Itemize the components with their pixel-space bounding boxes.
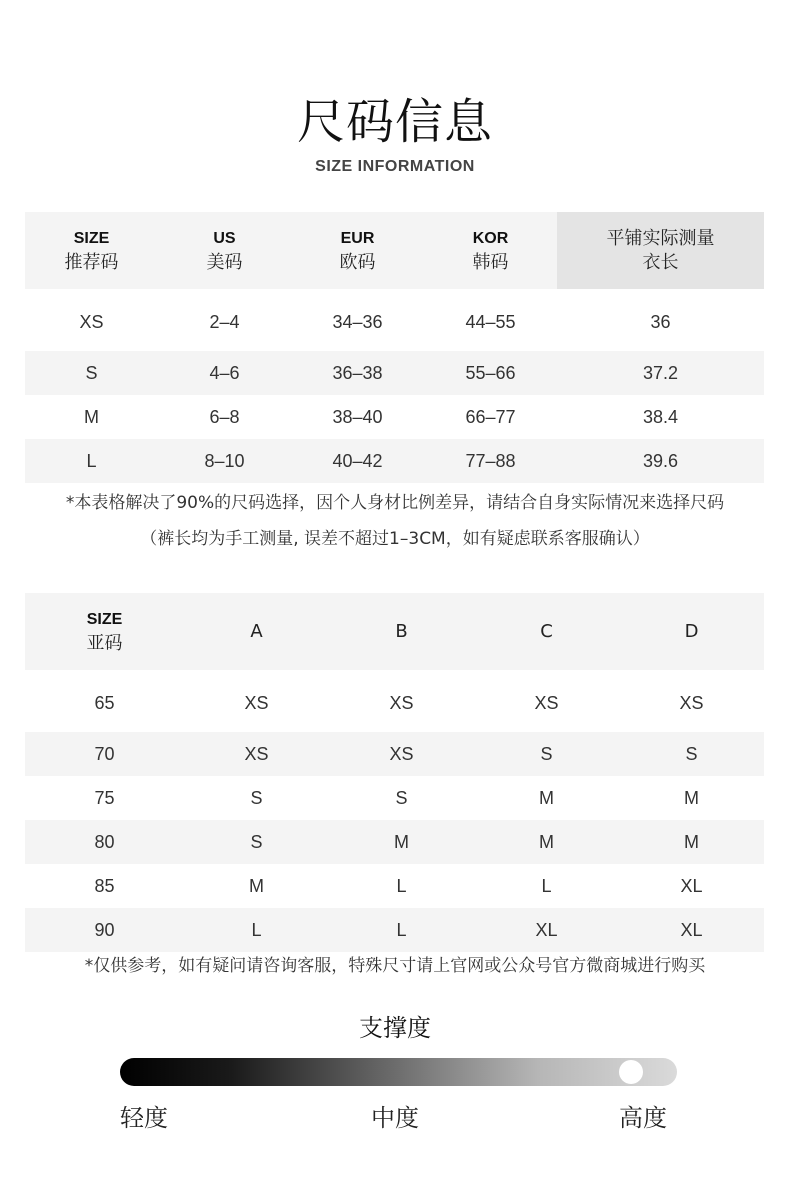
- support-level-title: 支撑度: [359, 1014, 431, 1042]
- table-cell: M: [474, 820, 619, 864]
- header-length-line1: 平铺实际测量: [606, 227, 715, 249]
- table-cell: 6–8: [209, 406, 240, 427]
- table-cell: M: [84, 406, 99, 427]
- table-cell: XS: [79, 311, 104, 332]
- table-cell: S: [395, 787, 408, 808]
- table-cell: 34–36: [332, 311, 383, 332]
- table-row: [25, 820, 764, 864]
- table-cell: XS: [389, 692, 414, 713]
- table-cell: L: [25, 439, 158, 483]
- table-cell: M: [539, 787, 554, 808]
- table-row: [25, 908, 764, 952]
- table-cell: M: [619, 820, 764, 864]
- table-cell: 36–38: [291, 351, 424, 395]
- table-cell: 44–55: [465, 311, 516, 332]
- header-us-en: US: [213, 229, 236, 247]
- header-asia-size: [25, 593, 184, 670]
- support-label-light: 轻度: [120, 1104, 168, 1132]
- size-note: *本表格解决了90%的尺码选择，因个人身材比例差异，请结合自身实际情况来选择尺码: [65, 493, 725, 513]
- header-kor-en: KOR: [472, 229, 509, 247]
- table-cell: 38–40: [332, 406, 383, 427]
- header-us: [158, 212, 291, 289]
- table-cell: XS: [679, 692, 704, 713]
- cup-size-table: [25, 593, 764, 952]
- header-size-en: SIZE: [73, 229, 110, 247]
- size-table: [25, 212, 764, 483]
- header-kor-cn: 韩码: [472, 251, 509, 273]
- page-title: 尺码信息: [296, 94, 493, 150]
- support-label-medium: 中度: [371, 1104, 419, 1132]
- reference-note: *仅供参考，如有疑问请咨询客服，特殊尺寸请上官网或公众号官方微商城进行购买: [84, 956, 706, 976]
- table-cell: 2–4: [209, 311, 240, 332]
- table-cell: XS: [329, 732, 474, 776]
- header-eur: [291, 212, 424, 289]
- table-row: [25, 732, 764, 776]
- header-eur-cn: 欧码: [339, 251, 376, 273]
- header-length-line2: 衣长: [642, 251, 679, 273]
- table-row: [25, 351, 764, 395]
- table-cell: 65: [94, 692, 115, 713]
- table-cell: 90: [25, 908, 184, 952]
- table-cell: L: [541, 875, 552, 896]
- table-cell: S: [250, 787, 263, 808]
- table-row: [25, 289, 764, 351]
- cup-table-header-row: [25, 593, 764, 670]
- table-cell: XL: [619, 908, 764, 952]
- table-cell: 36: [650, 311, 671, 332]
- table-cell: XS: [534, 692, 559, 713]
- header-cup-b: B: [329, 593, 474, 670]
- table-cell: 40–42: [291, 439, 424, 483]
- header-cup-c: C: [474, 593, 619, 670]
- table-row: [25, 864, 764, 908]
- table-cell: XL: [474, 908, 619, 952]
- header-size-cn: 推荐码: [64, 251, 119, 273]
- table-cell: 80: [25, 820, 184, 864]
- size-table-header-row: [25, 212, 764, 289]
- header-kor: [424, 212, 557, 289]
- table-cell: XL: [680, 875, 703, 896]
- table-cell: 37.2: [557, 351, 764, 395]
- table-row: [25, 776, 764, 820]
- header-length: [557, 212, 764, 289]
- title-block: [0, 92, 790, 176]
- table-cell: 75: [94, 787, 115, 808]
- table-cell: S: [619, 732, 764, 776]
- table-cell: M: [249, 875, 264, 896]
- table-cell: 39.6: [557, 439, 764, 483]
- table-cell: 85: [94, 875, 115, 896]
- header-asia-size-cn: 亚码: [86, 632, 123, 654]
- header-cup-a: A: [184, 593, 329, 670]
- table-cell: S: [25, 351, 158, 395]
- table-cell: S: [184, 820, 329, 864]
- table-row: [25, 395, 764, 439]
- support-label-high: 高度: [619, 1104, 667, 1132]
- header-size: [25, 212, 158, 289]
- table-cell: M: [684, 787, 699, 808]
- table-cell: L: [184, 908, 329, 952]
- table-row: [25, 439, 764, 483]
- table-cell: 38.4: [642, 406, 679, 427]
- header-cup-d: D: [619, 593, 764, 670]
- table-cell: XS: [244, 692, 269, 713]
- table-cell: L: [396, 875, 407, 896]
- measurement-note: （裤长均为手工测量, 误差不超过1–3CM，如有疑虑联系客服确认）: [140, 529, 650, 549]
- table-cell: 55–66: [424, 351, 557, 395]
- table-cell: 66–77: [465, 406, 516, 427]
- table-row: [25, 670, 764, 732]
- table-cell: 8–10: [158, 439, 291, 483]
- header-asia-size-en: SIZE: [86, 610, 123, 628]
- table-cell: M: [329, 820, 474, 864]
- table-cell: 4–6: [158, 351, 291, 395]
- support-level-bar: [120, 1058, 677, 1086]
- table-cell: 70: [25, 732, 184, 776]
- header-eur-en: EUR: [340, 229, 375, 247]
- table-cell: 77–88: [424, 439, 557, 483]
- header-us-cn: 美码: [206, 251, 243, 273]
- table-cell: L: [329, 908, 474, 952]
- page-subtitle: SIZE INFORMATION: [315, 158, 475, 175]
- table-cell: S: [474, 732, 619, 776]
- table-cell: XS: [184, 732, 329, 776]
